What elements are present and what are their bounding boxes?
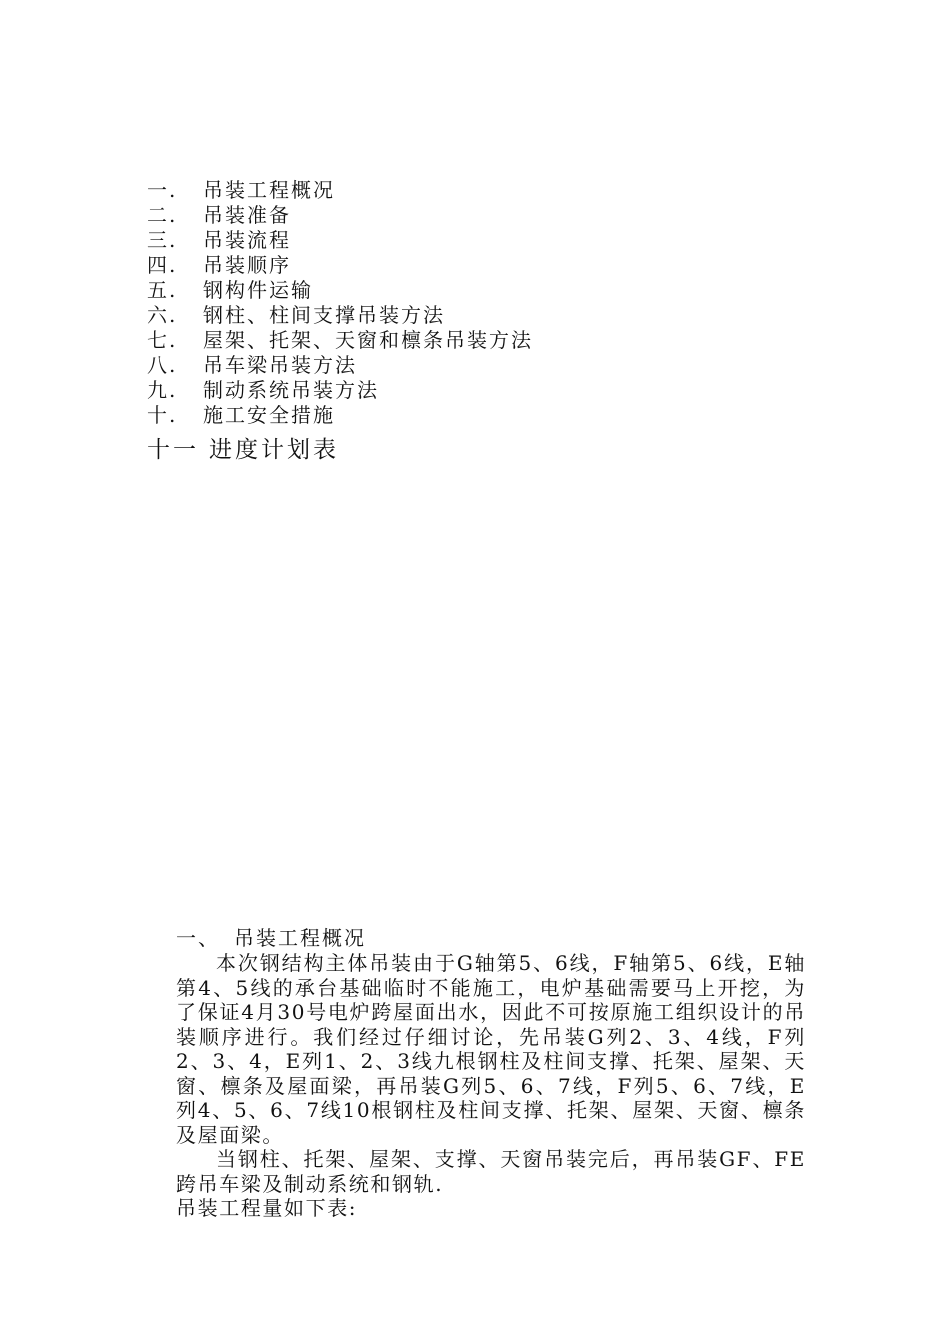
toc-item-11 xyxy=(147,434,607,466)
toc-item-number: 六. xyxy=(147,303,178,327)
toc-item-title: 吊装准备 xyxy=(203,203,291,227)
toc-item-title: 施工安全措施 xyxy=(203,403,335,427)
toc-item-number: 十一 xyxy=(147,437,199,463)
toc-item-title: 制动系统吊装方法 xyxy=(203,378,379,402)
toc-item-number: 十. xyxy=(147,403,178,427)
toc-item-number: 五. xyxy=(147,278,178,302)
toc-item-title: 屋架、托架、天窗和檩条吊装方法 xyxy=(203,328,533,352)
toc-item-number: 九. xyxy=(147,378,178,402)
toc-item-10 xyxy=(147,403,607,428)
toc-item-5 xyxy=(147,278,607,303)
toc-item-number: 四. xyxy=(147,253,178,277)
toc-item-7 xyxy=(147,328,607,353)
toc-item-title: 进度计划表 xyxy=(209,437,339,463)
table-caption: 吊装工程量如下表: xyxy=(176,1196,358,1220)
body-paragraph: 当钢柱、托架、屋架、支撑、天窗吊装完后，再吊装GF、FE跨吊车梁及制动系统和钢轨. xyxy=(176,1147,806,1196)
toc-item-number: 八. xyxy=(147,353,178,377)
toc-item-title: 吊装工程概况 xyxy=(203,178,335,202)
toc-item-title: 钢柱、柱间支撑吊装方法 xyxy=(203,303,445,327)
section-number: 一、 xyxy=(176,926,220,950)
toc-item-3 xyxy=(147,228,607,253)
toc-item-title: 钢构件运输 xyxy=(203,278,313,302)
toc-item-number: 七. xyxy=(147,328,178,352)
toc-item-number: 三. xyxy=(147,228,178,252)
toc-item-4 xyxy=(147,253,607,278)
toc-item-9 xyxy=(147,378,607,403)
section-overview xyxy=(176,926,806,1221)
toc-item-8 xyxy=(147,353,607,378)
toc-item-2 xyxy=(147,203,607,228)
body-paragraph: 本次钢结构主体吊装由于G轴第5、6线，F轴第5、6线，E轴第4、5线的承台基础临时不能施工，电炉基础需要马上开挖，为了保证4月30号电炉跨屋面出水，因此不可按原施工组织设计的吊装顺序进行。我们经过仔细讨论，先吊装G列2、3、4线，F列2、3、4，E列1、2、3线九根钢柱及柱间支撑、托架、屋架、天窗、檩条及屋面梁，再吊装G列5、6、7线，F列5、6、7线，E列4、5、6、7线10根钢柱及柱间支撑、托架、屋架、天窗、檩条及屋面梁。 xyxy=(176,951,806,1147)
toc-item-6 xyxy=(147,303,607,328)
toc-item-title: 吊车梁吊装方法 xyxy=(203,353,357,377)
table-of-contents xyxy=(147,178,607,466)
toc-item-1 xyxy=(147,178,607,203)
section-title: 吊装工程概况 xyxy=(234,926,366,950)
toc-item-title: 吊装流程 xyxy=(203,228,291,252)
toc-item-number: 二. xyxy=(147,203,178,227)
toc-item-title: 吊装顺序 xyxy=(203,253,291,277)
toc-item-number: 一. xyxy=(147,178,178,202)
section-heading xyxy=(176,926,806,951)
